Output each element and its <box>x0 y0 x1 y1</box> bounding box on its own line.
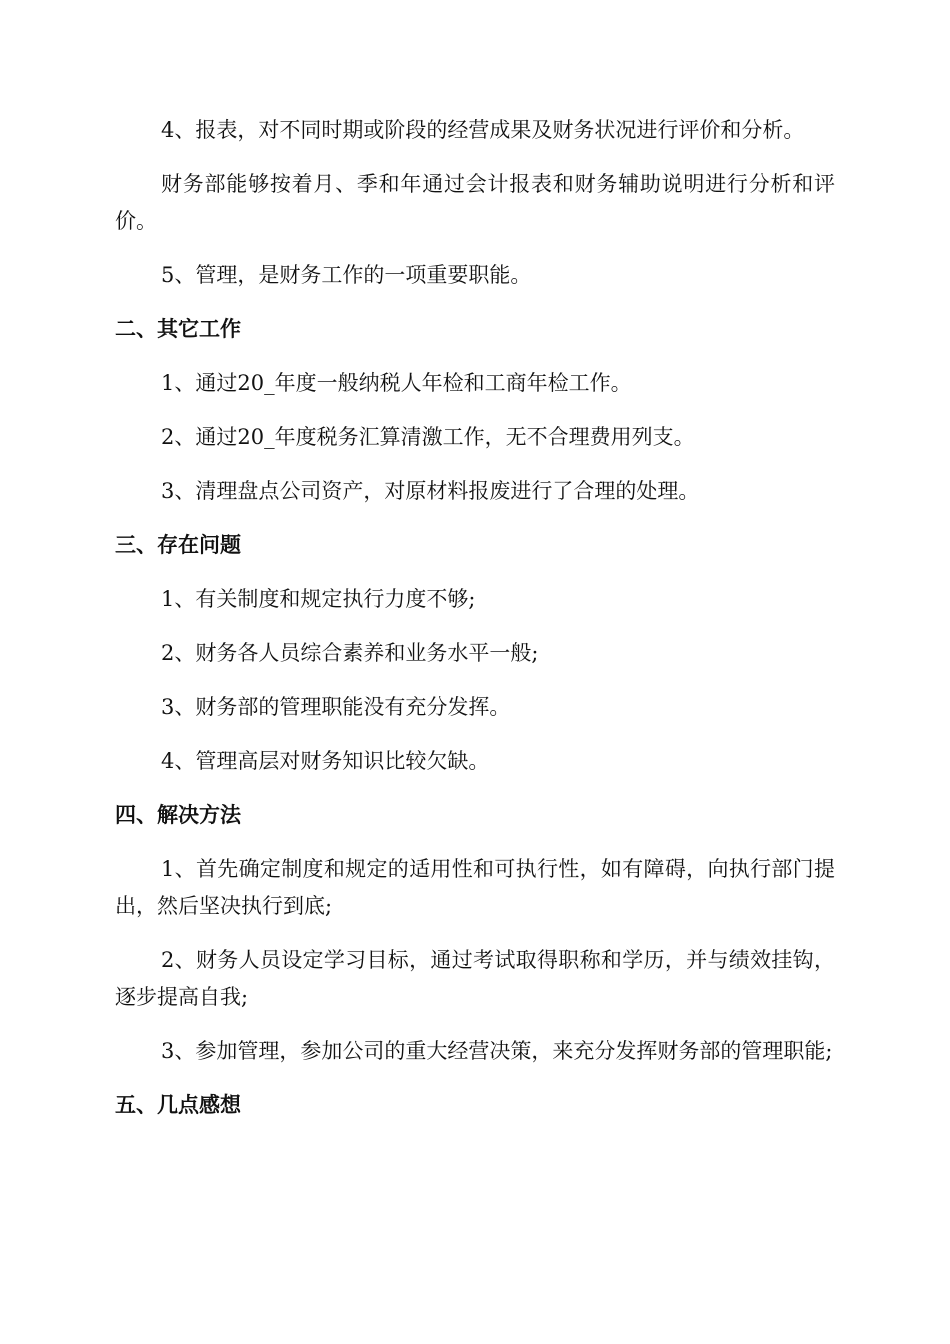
paragraph-report-analysis: 4、报表，对不同时期或阶段的经营成果及财务状况进行评价和分析。 <box>161 118 805 142</box>
paragraph-annual-inspection: 1、通过20_年度一般纳税人年检和工商年检工作。 <box>161 371 632 395</box>
paragraph-problem-1: 1、有关制度和规定执行力度不够; <box>161 587 476 611</box>
paragraph-problem-4: 4、管理高层对财务知识比较欠缺。 <box>161 749 490 773</box>
paragraph-monthly-analysis: 财务部能够按着月、季和年通过会计报表和财务辅助说明进行分析和评价。 <box>115 172 835 233</box>
heading-other-work: 二、其它工作 <box>115 317 241 341</box>
paragraph-problem-3: 3、财务部的管理职能没有充分发挥。 <box>161 695 511 719</box>
paragraph-management: 5、管理，是财务工作的一项重要职能。 <box>161 263 532 287</box>
heading-solutions: 四、解决方法 <box>115 803 241 827</box>
heading-existing-problems: 三、存在问题 <box>115 533 241 557</box>
paragraph-solution-3: 3、参加管理，参加公司的重大经营决策，来充分发挥财务部的管理职能; <box>161 1039 833 1063</box>
paragraph-asset-inventory: 3、清理盘点公司资产，对原材料报废进行了合理的处理。 <box>161 479 700 503</box>
paragraph-problem-2: 2、财务各人员综合素养和业务水平一般; <box>161 641 539 665</box>
heading-reflections: 五、几点感想 <box>115 1093 241 1117</box>
document-page <box>115 112 835 1141</box>
paragraph-solution-2: 2、财务人员设定学习目标，通过考试取得职称和学历，并与绩效挂钩，逐步提高自我; <box>115 948 835 1009</box>
paragraph-solution-1: 1、首先确定制度和规定的适用性和可执行性，如有障碍，向执行部门提出，然后坚决执行到底; <box>115 857 835 918</box>
paragraph-tax-settlement: 2、通过20_年度税务汇算清激工作，无不合理费用列支。 <box>161 425 695 449</box>
